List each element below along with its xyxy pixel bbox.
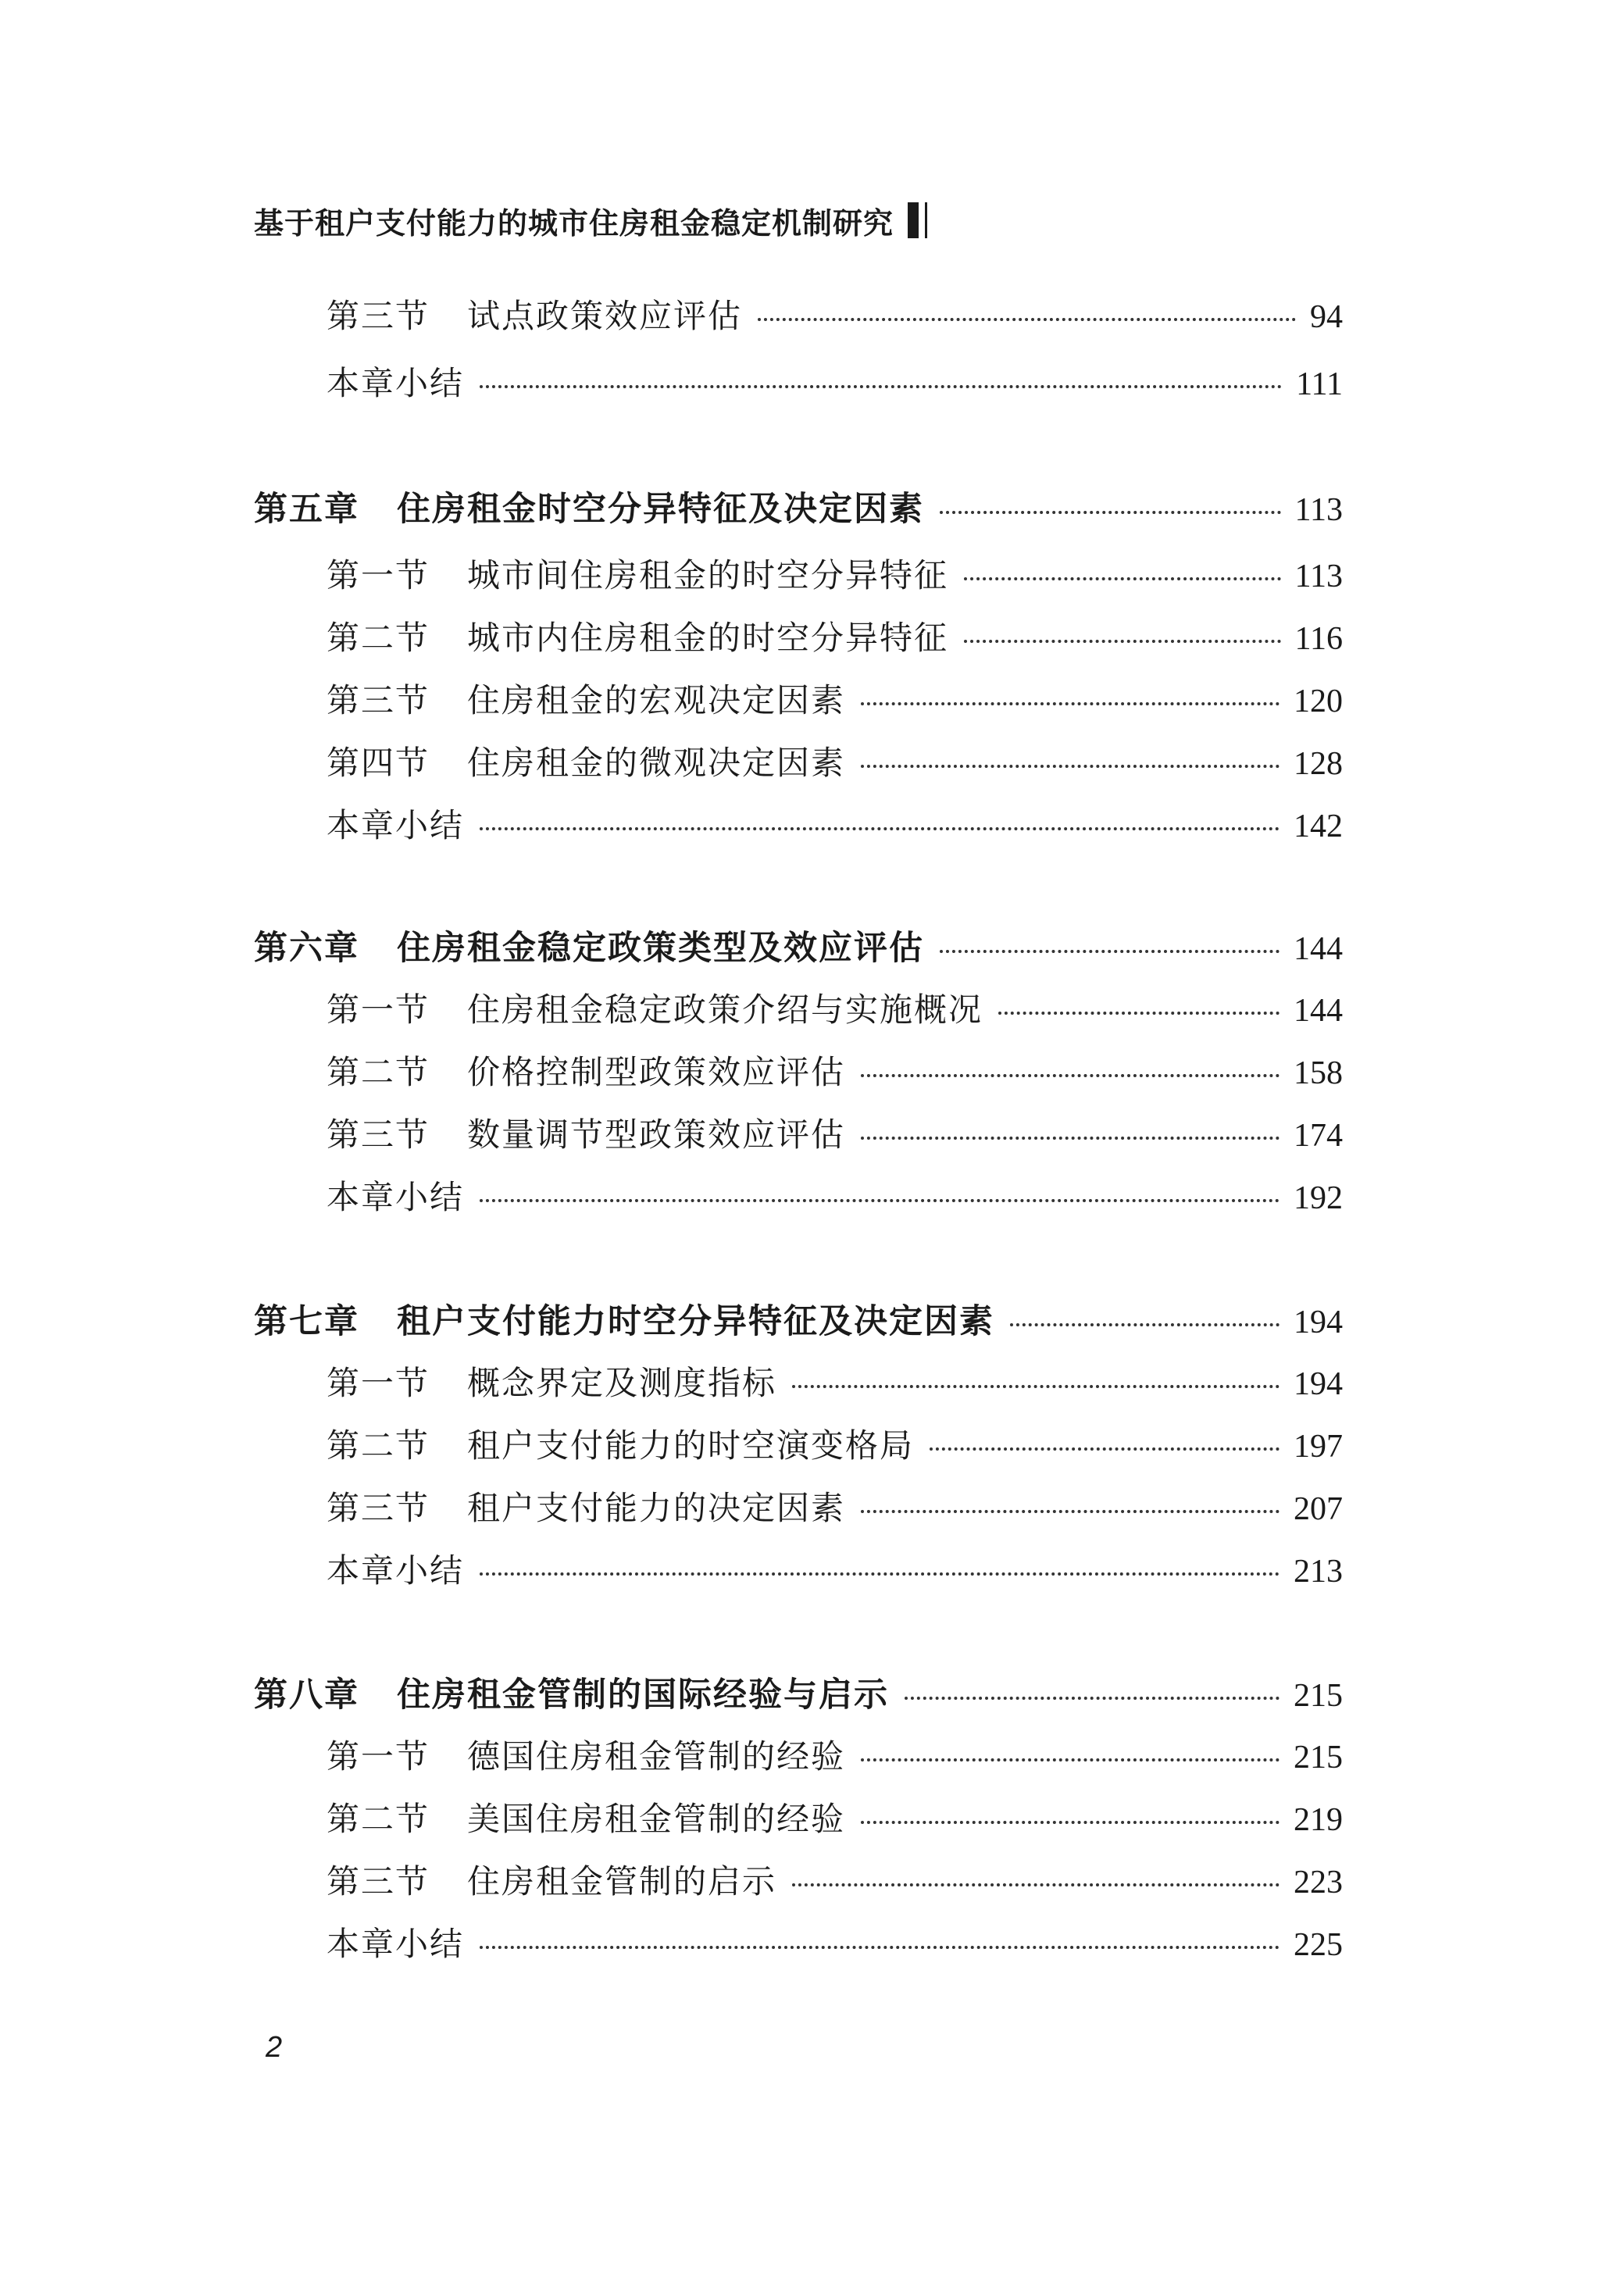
toc-entry-page: 128 bbox=[1294, 746, 1343, 782]
dot-leader bbox=[861, 1074, 1280, 1077]
toc-entry-label: 第二节 bbox=[327, 1426, 430, 1465]
dot-leader bbox=[940, 950, 1280, 953]
toc-section-entry bbox=[327, 1358, 1343, 1401]
toc-entry-label: 第一节 bbox=[327, 1737, 430, 1776]
toc-section-entry bbox=[327, 1731, 1343, 1775]
toc-section-entry bbox=[327, 800, 1343, 844]
toc-entry-title: 德国住房租金管制的经验 bbox=[467, 1737, 846, 1776]
toc-entry-page: 225 bbox=[1294, 1927, 1343, 1963]
toc-entry-page: 113 bbox=[1294, 492, 1343, 528]
toc-chapter-entry bbox=[254, 1295, 1343, 1339]
toc-section-entry bbox=[327, 737, 1343, 781]
toc-entry-page: 219 bbox=[1294, 1802, 1343, 1838]
toc-entry-title: 概念界定及测度指标 bbox=[467, 1364, 777, 1402]
toc-entry-label: 第一节 bbox=[327, 556, 430, 594]
toc-entry-title: 城市间住房租金的时空分异特征 bbox=[467, 556, 949, 594]
toc-entry-label: 第一节 bbox=[327, 1364, 430, 1402]
toc-entry-title: 本章小结 bbox=[327, 1178, 465, 1216]
toc-entry-title: 价格控制型政策效应评估 bbox=[467, 1053, 846, 1091]
toc-entry-label: 第六章 bbox=[254, 929, 359, 968]
toc-section-entry bbox=[327, 1483, 1343, 1526]
toc-entry-title: 城市内住房租金的时空分异特征 bbox=[467, 619, 949, 657]
dot-leader bbox=[480, 1572, 1280, 1576]
toc-entry-title: 试点政策效应评估 bbox=[467, 297, 743, 335]
dot-leader bbox=[758, 318, 1296, 321]
running-title: 基于租户支付能力的城市住房租金稳定机制研究 bbox=[254, 205, 894, 241]
toc-section-entry bbox=[327, 1172, 1343, 1215]
toc-section-entry bbox=[327, 1545, 1343, 1589]
toc-entry-page: 158 bbox=[1294, 1055, 1343, 1091]
toc-section-entry bbox=[327, 291, 1343, 334]
toc-section-entry bbox=[327, 1109, 1343, 1153]
toc-entry-page: 197 bbox=[1294, 1429, 1343, 1465]
toc-entry-title: 本章小结 bbox=[327, 364, 465, 402]
toc-entry-title: 租户支付能力时空分异特征及决定因素 bbox=[397, 1302, 994, 1341]
dot-leader bbox=[480, 827, 1280, 830]
dot-leader bbox=[792, 1385, 1280, 1388]
dot-leader bbox=[930, 1447, 1280, 1451]
toc-entry-title: 住房租金的微观决定因素 bbox=[467, 744, 846, 782]
toc-entry-page: 116 bbox=[1294, 621, 1343, 657]
toc-entry-page: 215 bbox=[1294, 1740, 1343, 1776]
toc-entry-label: 第五章 bbox=[254, 490, 359, 529]
toc-entry-title: 租户支付能力的决定因素 bbox=[467, 1489, 846, 1527]
toc-entry-label: 第七章 bbox=[254, 1302, 359, 1341]
toc-entry-label: 第三节 bbox=[327, 1862, 430, 1901]
dot-leader bbox=[480, 1199, 1280, 1202]
toc-entry-title: 数量调节型政策效应评估 bbox=[467, 1115, 846, 1154]
toc-entry-label: 第三节 bbox=[327, 1489, 430, 1527]
toc-chapter-entry bbox=[254, 922, 1343, 968]
dot-leader bbox=[998, 1012, 1280, 1015]
toc-entry-page: 215 bbox=[1294, 1678, 1343, 1714]
toc-section-entry bbox=[327, 550, 1343, 594]
toc-entry-page: 223 bbox=[1294, 1865, 1343, 1901]
toc-entry-title: 住房租金管制的启示 bbox=[467, 1862, 777, 1901]
dot-leader bbox=[964, 577, 1281, 580]
toc-entry-page: 207 bbox=[1294, 1491, 1343, 1527]
toc-entry-label: 第二节 bbox=[327, 619, 430, 657]
dot-leader bbox=[861, 1758, 1280, 1761]
toc-entry-page: 174 bbox=[1294, 1118, 1343, 1154]
dot-leader bbox=[861, 765, 1280, 768]
toc-section-entry bbox=[327, 1794, 1343, 1837]
toc-section-entry bbox=[327, 675, 1343, 719]
toc-entry-page: 144 bbox=[1294, 931, 1343, 967]
dot-leader bbox=[792, 1883, 1280, 1886]
toc-entry-title: 美国住房租金管制的经验 bbox=[467, 1800, 846, 1838]
toc-entry-label: 第二节 bbox=[327, 1053, 430, 1091]
toc-entry-title: 住房租金的宏观决定因素 bbox=[467, 681, 846, 719]
toc-section-entry bbox=[327, 984, 1343, 1028]
toc-entry-label: 第三节 bbox=[327, 297, 430, 335]
toc-entry-title: 住房租金时空分异特征及决定因素 bbox=[397, 490, 924, 529]
toc-entry-label: 第四节 bbox=[327, 744, 430, 782]
toc-chapter-entry bbox=[254, 483, 1343, 529]
toc-entry-title: 住房租金管制的国际经验与启示 bbox=[397, 1676, 889, 1715]
toc-entry-page: 120 bbox=[1294, 683, 1343, 719]
toc-section-entry bbox=[327, 358, 1343, 402]
toc-entry-page: 111 bbox=[1296, 366, 1343, 402]
toc-entry-title: 本章小结 bbox=[327, 1551, 465, 1590]
toc-section-entry bbox=[327, 1918, 1343, 1962]
toc-entry-page: 113 bbox=[1294, 559, 1343, 594]
toc-entry-label: 第一节 bbox=[327, 990, 430, 1029]
dot-leader bbox=[861, 1510, 1280, 1513]
toc-section-entry bbox=[327, 612, 1343, 656]
dot-leader bbox=[480, 385, 1282, 388]
dot-leader bbox=[861, 1821, 1280, 1824]
toc-section-entry bbox=[327, 1420, 1343, 1464]
toc-entry-title: 租户支付能力的时空演变格局 bbox=[467, 1426, 915, 1465]
toc-entry-label: 第二节 bbox=[327, 1800, 430, 1838]
toc-entry-page: 94 bbox=[1310, 299, 1343, 335]
toc-chapter-entry bbox=[254, 1669, 1343, 1715]
toc-entry-page: 194 bbox=[1294, 1366, 1343, 1402]
toc-entry-page: 144 bbox=[1294, 993, 1343, 1029]
toc-entry-label: 第三节 bbox=[327, 681, 430, 719]
toc-section-entry bbox=[327, 1856, 1343, 1900]
dot-leader bbox=[861, 1137, 1280, 1140]
dot-leader bbox=[1010, 1323, 1280, 1326]
dot-leader bbox=[480, 1946, 1280, 1949]
toc-entry-title: 住房租金稳定政策类型及效应评估 bbox=[397, 929, 924, 968]
toc-entry-page: 194 bbox=[1294, 1305, 1343, 1340]
toc-entry-title: 本章小结 bbox=[327, 1925, 465, 1963]
toc-entry-label: 第八章 bbox=[254, 1676, 359, 1715]
toc-entry-page: 192 bbox=[1294, 1180, 1343, 1216]
toc-entry-page: 213 bbox=[1294, 1554, 1343, 1590]
dot-leader bbox=[964, 640, 1281, 643]
page-number: 2 bbox=[266, 2031, 283, 2064]
toc-entry-label: 第三节 bbox=[327, 1115, 430, 1154]
toc-section-entry bbox=[327, 1047, 1343, 1090]
toc-entry-page: 142 bbox=[1294, 808, 1343, 844]
dot-leader bbox=[940, 511, 1281, 514]
toc-entry-title: 住房租金稳定政策介绍与实施概况 bbox=[467, 990, 983, 1029]
toc-entry-title: 本章小结 bbox=[327, 806, 465, 844]
dot-leader bbox=[861, 702, 1280, 705]
dot-leader bbox=[905, 1697, 1280, 1700]
